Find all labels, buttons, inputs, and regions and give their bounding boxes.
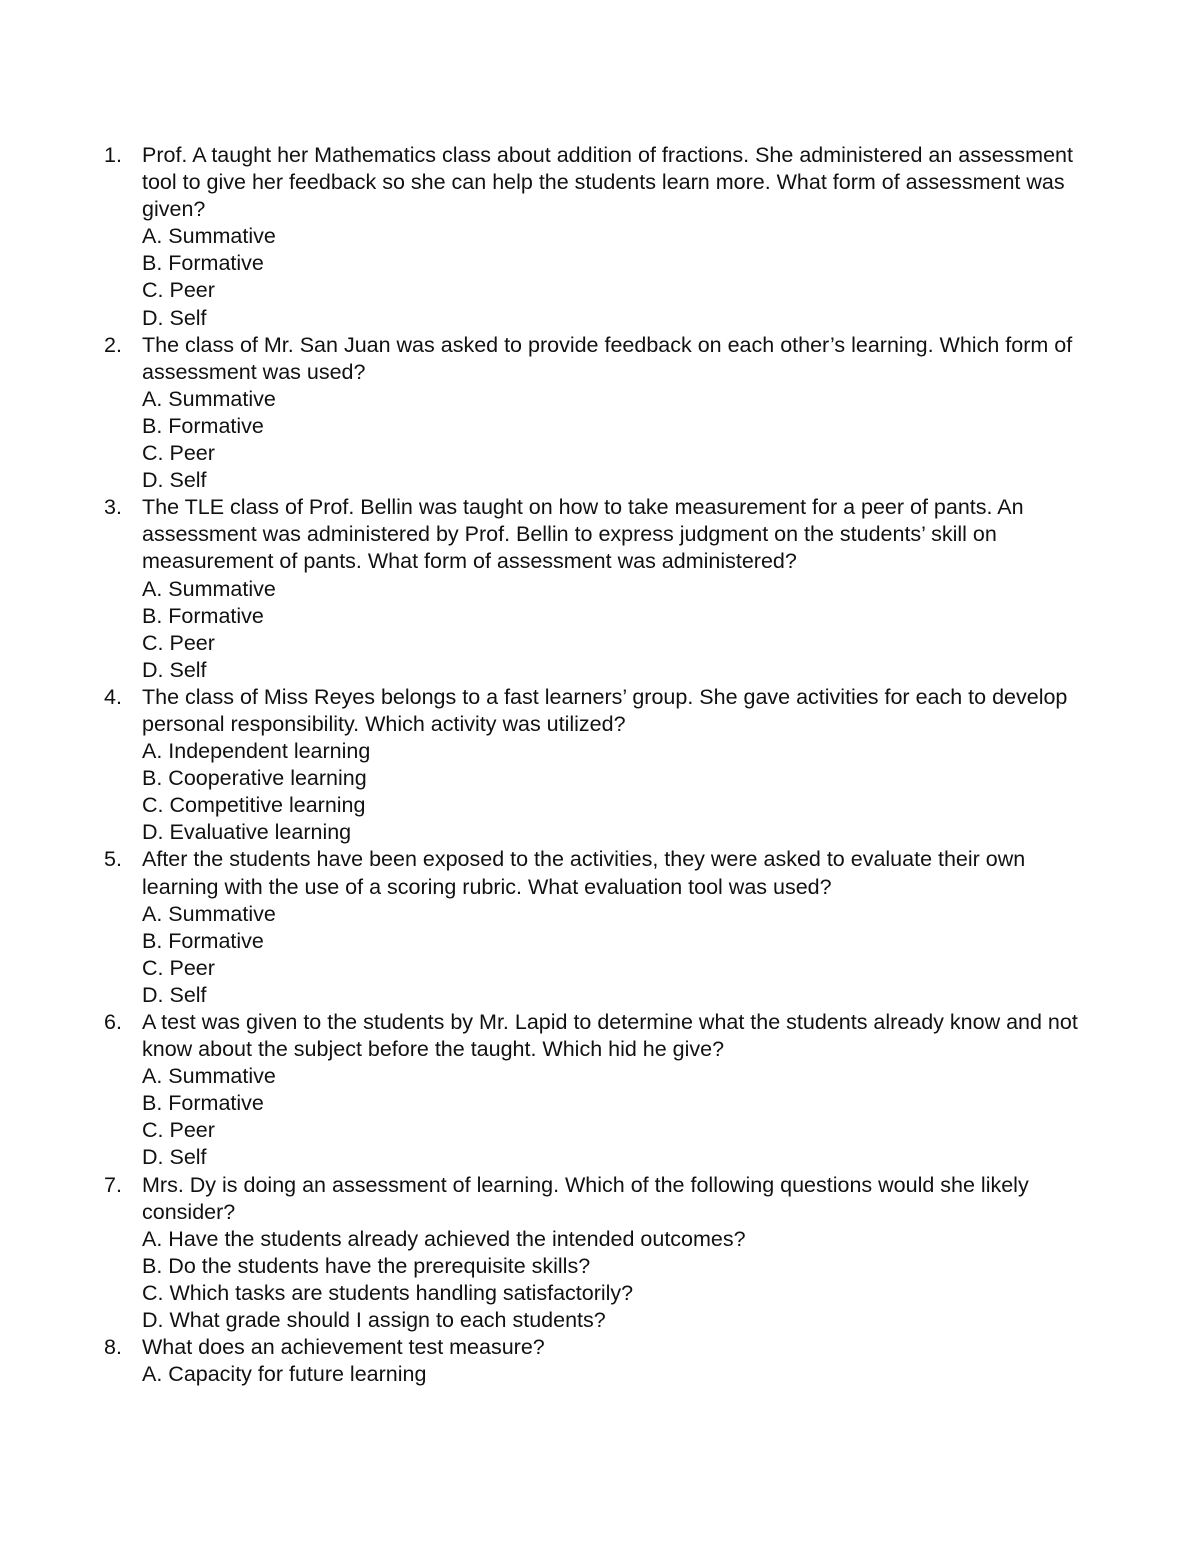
option-list (142, 386, 1080, 494)
option-a: A. Summative (142, 386, 276, 411)
option-list (142, 1063, 1080, 1171)
option-list (142, 1226, 1080, 1334)
option-a: A. Independent learning (142, 739, 371, 764)
option-b: B. Formative (142, 928, 264, 953)
question-number: 7. (104, 1172, 122, 1197)
question-text: After the students have been exposed to the activities, they were asked to evaluate their own learning with the use of a scoring rubric. What evaluation tool was used? (142, 847, 1026, 899)
option-d: D. Self (142, 982, 207, 1007)
option-b: B. Do the students have the prerequisite skills? (142, 1253, 591, 1278)
option-a: A. Summative (142, 1064, 276, 1089)
option-b: B. Formative (142, 251, 264, 276)
option-list (142, 1361, 1080, 1388)
option-c: C. Peer (142, 441, 215, 466)
option-a: A. Capacity for future learning (142, 1362, 427, 1387)
option-b: B. Cooperative learning (142, 766, 367, 791)
question-text: Mrs. Dy is doing an assessment of learning. Which of the following questions would she likely consider? (142, 1172, 1029, 1224)
option-b: B. Formative (142, 1091, 264, 1116)
option-c: C. Peer (142, 955, 215, 980)
option-d: D. Evaluative learning (142, 820, 352, 845)
option-a: A. Summative (142, 576, 276, 601)
question-number: 3. (104, 495, 122, 520)
question-5 (0, 846, 1200, 1009)
question-number: 5. (104, 847, 122, 872)
question-3 (0, 494, 1200, 684)
option-c: C. Which tasks are students handling satisfactorily? (142, 1280, 634, 1305)
option-list (142, 738, 1080, 846)
question-text: A test was given to the students by Mr. Lapid to determine what the students already know and not know about the subject before the taught. Which hid he give? (142, 1010, 1078, 1062)
option-list (142, 576, 1080, 684)
question-4 (0, 684, 1200, 847)
question-number: 6. (104, 1010, 122, 1034)
question-text: What does an achievement test measure? (142, 1335, 545, 1360)
option-d: D. Self (142, 1145, 207, 1170)
option-d: D. What grade should I assign to each students? (142, 1308, 606, 1333)
question-8 (0, 1334, 1200, 1388)
option-a: A. Have the students already achieved the intended outcomes? (142, 1226, 746, 1251)
question-text: The class of Miss Reyes belongs to a fast learners’ group. She gave activities for each to develop personal responsibility. Which activity was utilized? (142, 684, 1068, 736)
question-number: 1. (104, 143, 122, 167)
question-text: The class of Mr. San Juan was asked to provide feedback on each other’s learning. Which form of assessment was used? (142, 332, 1073, 384)
option-b: B. Formative (142, 413, 264, 438)
question-text: The TLE class of Prof. Bellin was taught on how to take measurement for a peer of pants. An assessment was administered by Prof. Bellin to express judgment on the students’ skill on measurement of pants. What form of assessment was administered? (142, 495, 1024, 574)
question-text: Prof. A taught her Mathematics class about addition of fractions. She administered an assessment tool to give her feedback so she can help the students learn more. What form of assessment was given? (142, 143, 1073, 222)
question-list (0, 142, 1200, 1388)
question-number: 8. (104, 1335, 122, 1360)
option-list (142, 901, 1080, 1009)
option-b: B. Formative (142, 603, 264, 628)
question-number: 4. (104, 684, 122, 709)
option-d: D. Self (142, 468, 207, 493)
question-2 (0, 332, 1200, 495)
question-1 (0, 142, 1200, 332)
option-d: D. Self (142, 305, 207, 330)
option-a: A. Summative (142, 224, 276, 249)
option-a: A. Summative (142, 901, 276, 926)
option-c: C. Peer (142, 278, 215, 303)
option-c: C. Competitive learning (142, 793, 366, 818)
question-6 (0, 1009, 1200, 1172)
option-c: C. Peer (142, 630, 215, 655)
option-d: D. Self (142, 657, 207, 682)
option-list (142, 223, 1080, 331)
question-7 (0, 1172, 1200, 1335)
option-c: C. Peer (142, 1118, 215, 1143)
question-number: 2. (104, 332, 122, 357)
